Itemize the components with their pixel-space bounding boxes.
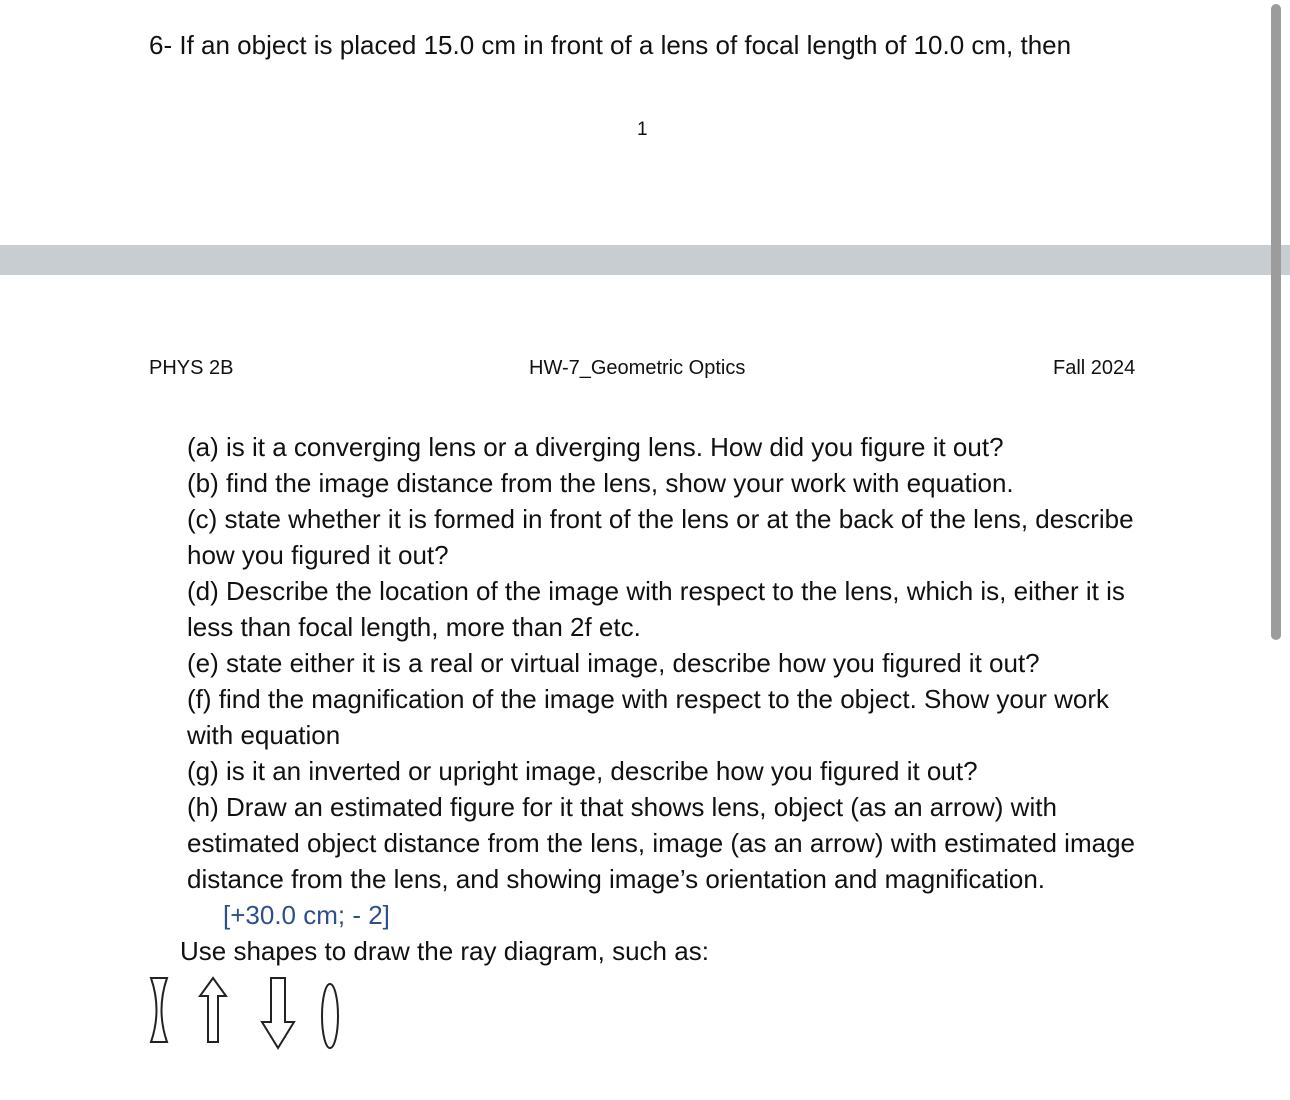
part-b: (b) find the image distance from the lens, show your work with equation. xyxy=(187,468,1014,498)
header-assignment: HW-7_Geometric Optics xyxy=(529,357,746,379)
page-number: 1 xyxy=(637,119,648,140)
page-1-bottom xyxy=(0,0,1290,245)
header-term: Fall 2024 xyxy=(1053,357,1136,379)
question-parts xyxy=(187,429,1147,933)
diverging-lens-icon xyxy=(151,978,167,1042)
answer-key: [+30.0 cm; - 2] xyxy=(223,900,390,930)
part-c: (c) state whether it is formed in front of the lens or at the back of the lens, describe how you figured it out? xyxy=(187,504,1134,570)
part-h: (h) Draw an estimated figure for it that shows lens, object (as an arrow) with estimated object distance from the lens, image (as an arrow) with estimated image distance from the lens, and showing image’s orientation and magnification.[+30.0 cm; - 2] xyxy=(187,792,1135,930)
part-a: (a) is it a converging lens or a diverging lens. How did you figure it out? xyxy=(187,432,1004,462)
vertical-scrollbar[interactable] xyxy=(1271,4,1281,640)
ray-diagram-shapes xyxy=(140,972,360,1057)
shapes-instruction: Use shapes to draw the ray diagram, such as: xyxy=(180,936,709,966)
page-separator xyxy=(0,245,1290,275)
up-arrow-icon xyxy=(200,978,226,1042)
part-f: (f) find the magnification of the image with respect to the object. Show your work with equation xyxy=(187,684,1110,750)
converging-lens-icon xyxy=(322,984,338,1048)
down-arrow-icon xyxy=(262,978,294,1048)
part-g: (g) is it an inverted or upright image, describe how you figured it out? xyxy=(187,756,978,786)
header-course: PHYS 2B xyxy=(149,357,234,379)
question-text: 6- If an object is placed 15.0 cm in front of a lens of focal length of 10.0 cm, then xyxy=(149,30,1072,60)
part-d: (d) Describe the location of the image with respect to the lens, which is, either it is less than focal length, more than 2f etc. xyxy=(187,576,1125,642)
part-e: (e) state either it is a real or virtual image, describe how you figured it out? xyxy=(187,648,1040,678)
